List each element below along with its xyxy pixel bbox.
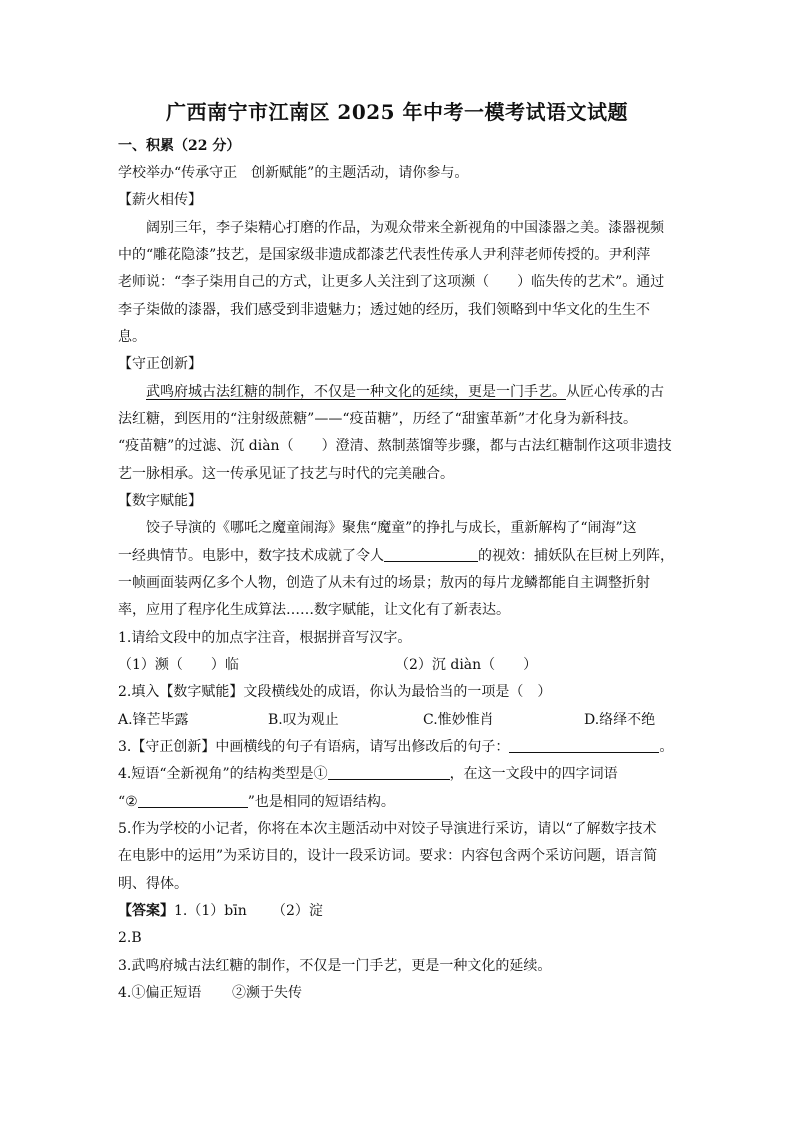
answer-4a: 4.①偏正短语 bbox=[118, 985, 202, 1001]
option-c[interactable]: C.惟妙惟肖 bbox=[423, 712, 494, 728]
question-2: 2.填入【数字赋能】文段横线处的成语，你认为最恰当的一项是（ ） bbox=[118, 684, 552, 700]
answer-3: 3.武鸣府城古法红糖的制作，不仅是一门手艺，更是一种文化的延续。 bbox=[118, 958, 552, 974]
question-1b: （2）沉 diàn（ ） bbox=[395, 657, 538, 673]
answer-blank[interactable] bbox=[328, 765, 450, 780]
answer-1b: （2）淀 bbox=[272, 903, 323, 919]
page-title: 广西南宁市江南区 2025 年中考一模考试语文试题 bbox=[165, 100, 629, 124]
section-heading: 一、积累（22 分） bbox=[118, 138, 241, 154]
part2-line bbox=[146, 382, 664, 402]
part1-line: 李子柒做的漆器，我们感受到非遗魅力；透过她的经历，我们领略到中华文化的生生不 bbox=[118, 302, 650, 318]
part1-line: 老师说：“李子柒用自己的方式，让更多人关注到了这项濒（ ）临失传的艺术”。通过 bbox=[118, 274, 665, 290]
question-5: 在电影中的运用”为采访目的，设计一段采访词。要求：内容包含两个采访问题，语言简 bbox=[118, 848, 658, 864]
question-1a: （1）濒（ ）临 bbox=[118, 657, 239, 673]
question-5: 5.作为学校的小记者，你将在本次主题活动中对饺子导演进行采访，请以“了解数字技术 bbox=[118, 821, 657, 837]
part1-line: 中的“雕花隐漆”技艺，是国家级非遗成都漆艺代表性传承人尹利萍老师传授的。尹利萍 bbox=[118, 247, 651, 263]
option-d[interactable]: D.络绎不绝 bbox=[584, 712, 656, 728]
part3-line: 一帧画面装两亿多个人物，创造了从未有过的场景；敖丙的每片龙鳞都能自主调整折射 bbox=[118, 575, 650, 591]
idiom-blank[interactable] bbox=[384, 547, 478, 562]
part2-heading: 【守正创新】 bbox=[118, 356, 202, 372]
part2-line: 法红糖，到医用的“注射级蔗糖”——“疫苗糖”，历经了“甜蜜革新”才化身为新科技。 bbox=[118, 411, 637, 427]
part2-line-rest: 从匠心传承的古 bbox=[566, 384, 664, 400]
answer-line-1: 【答案】1.（1）bīn bbox=[118, 903, 247, 919]
part2-line: “疫苗糖”的过滤、沉 diàn（ ）澄清、熬制蒸馏等步骤，都与古法红糖制作这项非遗技 bbox=[118, 438, 672, 454]
question-4-cont: “② ”也是相同的短语结构。 bbox=[118, 794, 395, 810]
part1-heading: 【薪火相传】 bbox=[118, 192, 202, 208]
question-5: 明、得体。 bbox=[118, 876, 188, 892]
question-3: 3.【守正创新】中画横线的句子有语病，请写出修改后的句子： 。 bbox=[118, 739, 674, 755]
part2-line: 艺一脉相承。这一传承见证了技艺与时代的完美融合。 bbox=[118, 466, 454, 482]
answer-2: 2.B bbox=[118, 930, 142, 946]
option-a[interactable]: A.锋芒毕露 bbox=[118, 712, 189, 728]
answer-blank[interactable] bbox=[138, 793, 248, 808]
option-b[interactable]: B.叹为观止 bbox=[268, 712, 339, 728]
question-1: 1.请给文段中的加点字注音，根据拼音写汉字。 bbox=[118, 630, 412, 646]
underlined-sentence: 武鸣府城古法红糖的制作，不仅是一种文化的延续，更是一门手艺。 bbox=[146, 384, 566, 400]
part3-line: 饺子导演的《哪吒之魔童闹海》聚焦“魔童”的挣扎与成长，重新解构了“闹海”这 bbox=[146, 520, 637, 536]
answer-4b: ②濒于失传 bbox=[232, 985, 302, 1001]
part1-line: 阔别三年，李子柒精心打磨的作品，为观众带来全新视角的中国漆器之美。漆器视频 bbox=[146, 220, 664, 236]
question-4: 4.短语“全新视角”的结构类型是① ，在这一文段中的四字词语 bbox=[118, 766, 618, 782]
answer-label: 【答案】 bbox=[118, 903, 174, 919]
part3-line: 率，应用了程序化生成算法……数字赋能，让文化有了新表达。 bbox=[118, 602, 510, 618]
part3-heading: 【数字赋能】 bbox=[118, 493, 202, 509]
part1-line: 息。 bbox=[118, 329, 146, 345]
part3-line: 一经典情节。电影中，数字技术成就了令人 的视效：捕妖队在巨树上列阵， bbox=[118, 548, 674, 564]
intro-text: 学校举办“传承守正 创新赋能”的主题活动，请你参与。 bbox=[118, 165, 469, 181]
answer-blank[interactable] bbox=[509, 738, 659, 753]
